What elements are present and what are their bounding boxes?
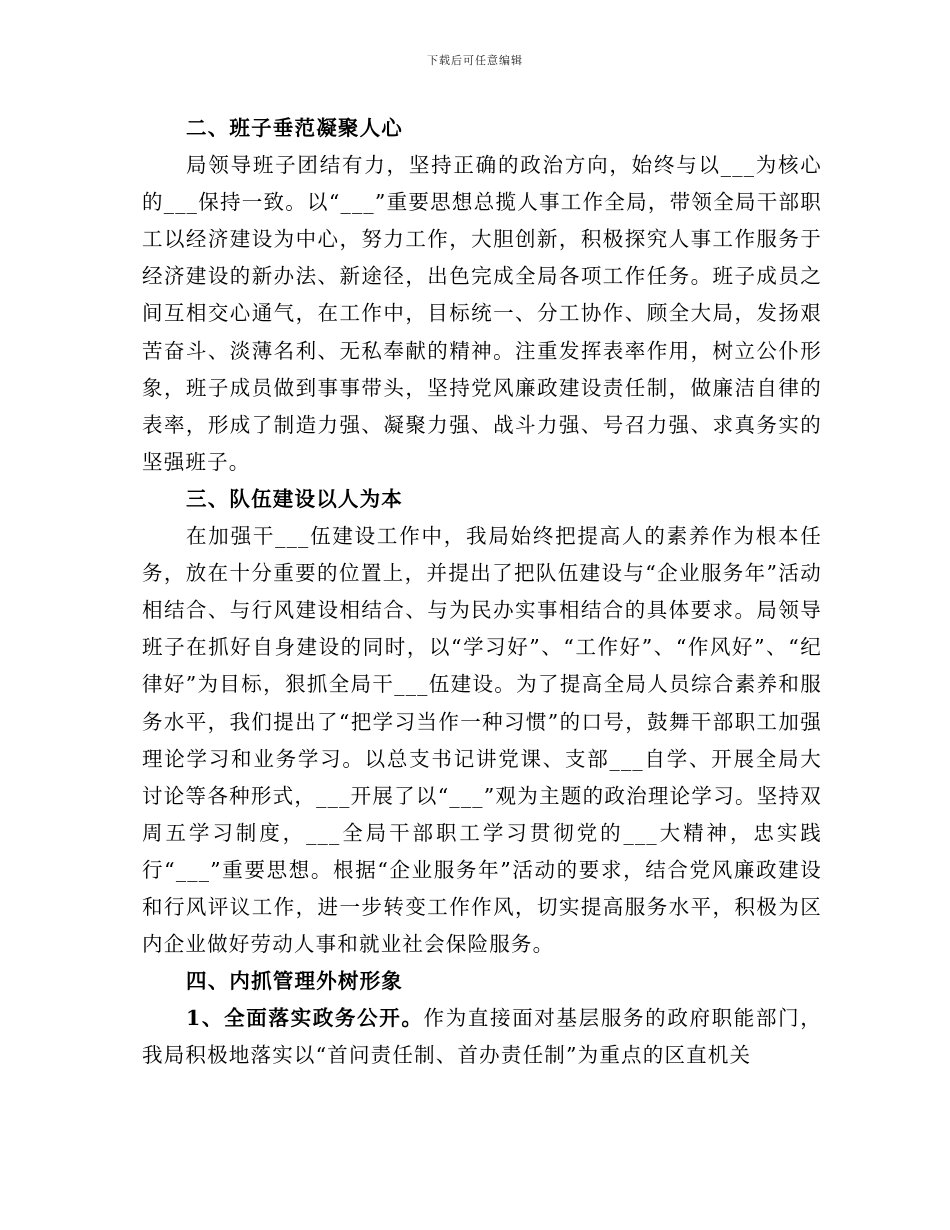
subsection-title-1: 1、全面落实政务公开。 [186,1006,424,1031]
document-body [142,110,822,1074]
section-heading-2: 二、班子垂范凝聚人心 [186,116,403,140]
section-4-paragraph [142,1000,822,1074]
subsection-1-text: 作为直接面对基层服务的政府职能部门，我局积极地落实以“首问责任制、首办责任制”为重点的区直机关 [142,1006,822,1068]
page-header: 下载后可任意编辑 [427,54,523,67]
section-3-paragraph: 在加强干___伍建设工作中，我局始终把提高人的素养作为根本任务，放在十分重要的位置上，并提出了把队伍建设与“企业服务年”活动相结合、与行风建设相结合、与为民办实事相结合的具体要求。局领导班子在抓好自身建设的同时，以“学习好”、“工作好”、“作风好”、“纪律好”为目标，狠抓全局干___伍建设。为了提高全局人员综合素养和服务水平，我们提出了“把学习当作一种习惯”的口号，鼓舞干部职工加强理论学习和业务学习。以总支书记讲党课、支部___自学、开展全局大讨论等各种形式，___开展了以“___”观为主题的政治理论学习。坚持双周五学习制度，___全局干部职工学习贯彻党的___大精神，忠实践行“___”重要思想。根据“企业服务年”活动的要求，结合党风廉政建设和行风评议工作，进一步转变工作作风，切实提高服务水平，积极为区内企业做好劳动人事和就业社会保险服务。 [142,524,822,957]
section-heading-4: 四、内抓管理外树形象 [186,969,403,994]
section-heading-3: 三、队伍建设以人为本 [186,486,403,511]
section-2-paragraph: 局领导班子团结有力，坚持正确的政治方向，始终与以___为核心的___保持一致。以“___”重要思想总揽人事工作全局，带领全局干部职工以经济建设为中心，努力工作，大胆创新，积极探究人事工作服务于经济建设的新办法、新途径，出色完成全局各项工作任务。班子成员之间互相交心通气，在工作中，目标统一、分工协作、顾全大局，发扬艰苦奋斗、淡薄名利、无私奉献的精神。注重发挥表率作用，树立公仆形象，班子成员做到事事带头，坚持党风廉政建设责任制，做廉洁自律的表率，形成了制造力强、凝聚力强、战斗力强、号召力强、求真务实的坚强班子。 [142,153,822,474]
